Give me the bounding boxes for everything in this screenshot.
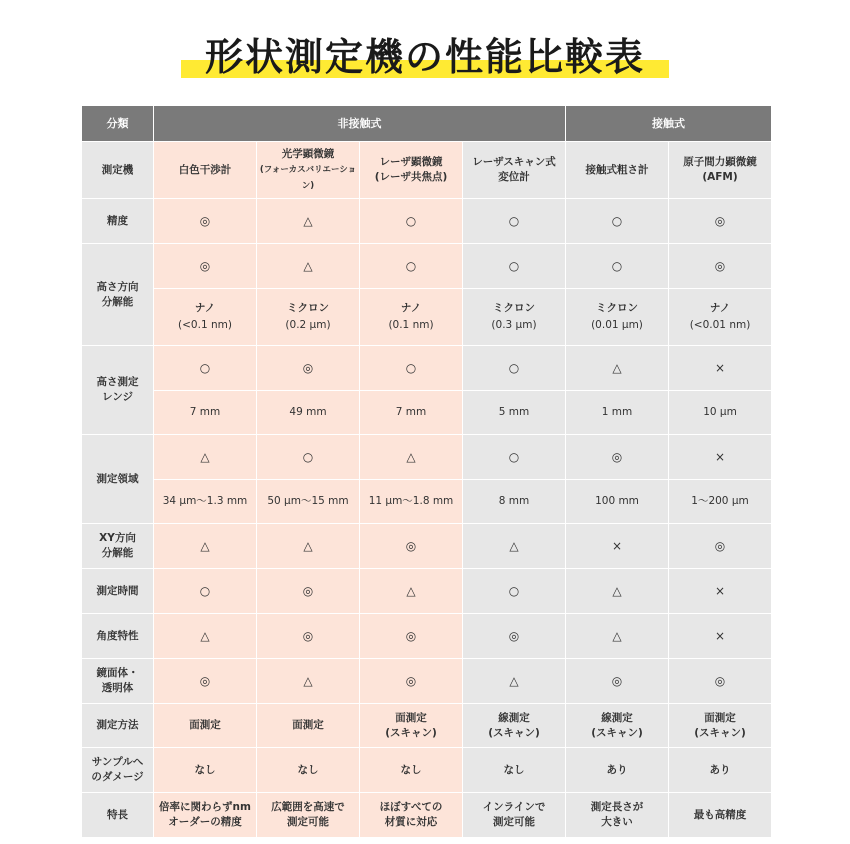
row-label <box>82 793 154 838</box>
row-label-text: のダメージ <box>91 771 144 783</box>
value-cell <box>360 391 463 435</box>
rating-cell <box>257 346 360 391</box>
double-circle-mark: ◎ <box>714 673 726 688</box>
row-label-text: 測定領域 <box>96 472 139 485</box>
value-text: 大きい <box>601 816 633 828</box>
value-text: (<0.01 nm) <box>689 319 751 331</box>
row-label-text: 分解能 <box>101 295 134 308</box>
value-text: 白色干渉計 <box>178 163 232 176</box>
value-cell <box>566 793 669 838</box>
value-cell <box>360 704 463 748</box>
value-text: 広範囲を高速で <box>271 801 345 813</box>
rating-cell <box>360 614 463 659</box>
value-text: なし <box>194 763 216 776</box>
precision-row <box>82 199 772 244</box>
row-label <box>82 346 154 435</box>
row-label-text: 角度特性 <box>96 629 139 642</box>
machine-row <box>82 142 772 199</box>
value-text: 接触式粗さ計 <box>585 163 649 176</box>
row-label-text: 特長 <box>107 808 128 821</box>
value-text: (フォーカスバリエーション) <box>259 164 357 191</box>
value-text: (0.3 μm) <box>491 319 537 331</box>
rating-cell <box>360 199 463 244</box>
value-text: 8 mm <box>498 495 530 507</box>
value-text: あり <box>709 763 731 776</box>
rating-cell <box>669 346 772 391</box>
row-label <box>82 199 154 244</box>
triangle-mark: △ <box>406 449 416 464</box>
cross-mark: × <box>714 360 726 375</box>
double-circle-mark: ◎ <box>611 673 623 688</box>
value-cell <box>566 480 669 524</box>
title-area <box>0 34 850 84</box>
rating-cell <box>463 569 566 614</box>
rating-cell <box>669 569 772 614</box>
rating-cell <box>463 199 566 244</box>
rating-cell <box>257 524 360 569</box>
value-text: 線測定 <box>601 711 633 724</box>
value-text: 倍率に関わらずnm <box>159 801 251 813</box>
value-cell <box>154 793 257 838</box>
value-text: ほぼすべての <box>379 801 443 813</box>
value-text: (レーザ共焦点) <box>374 171 448 183</box>
header-row <box>82 106 772 142</box>
circle-mark: ○ <box>199 360 211 375</box>
value-text: 面測定 <box>395 711 427 724</box>
row-label-text: 透明体 <box>101 682 134 694</box>
value-cell <box>463 142 566 199</box>
value-cell <box>257 289 360 346</box>
rating-cell <box>257 614 360 659</box>
double-circle-mark: ◎ <box>611 449 623 464</box>
value-cell <box>360 748 463 793</box>
value-cell <box>669 748 772 793</box>
value-text: 最も高精度 <box>693 808 747 821</box>
rating-cell <box>360 244 463 289</box>
rating-cell <box>154 524 257 569</box>
double-circle-mark: ◎ <box>714 538 726 553</box>
height-range-row <box>82 346 772 391</box>
double-circle-mark: ◎ <box>508 628 520 643</box>
value-cell <box>463 289 566 346</box>
feature-row <box>82 793 772 838</box>
mirror-row <box>82 659 772 704</box>
value-text: 10 μm <box>703 406 737 418</box>
rating-cell <box>257 244 360 289</box>
rating-cell <box>463 659 566 704</box>
value-text: 11 μm〜1.8 mm <box>368 495 454 507</box>
value-text: 面測定 <box>704 711 736 724</box>
row-label <box>82 659 154 704</box>
row-label <box>82 244 154 346</box>
value-text: 49 mm <box>289 406 327 418</box>
row-label-text: サンプルへ <box>91 756 144 768</box>
triangle-mark: △ <box>612 360 622 375</box>
rating-cell <box>257 569 360 614</box>
rating-cell <box>360 569 463 614</box>
cross-mark: × <box>714 583 726 598</box>
value-text: 34 μm〜1.3 mm <box>162 495 248 507</box>
value-cell <box>566 142 669 199</box>
triangle-mark: △ <box>509 673 519 688</box>
value-text: 線測定 <box>498 711 530 724</box>
angle-row <box>82 614 772 659</box>
value-text: (スキャン) <box>694 726 746 739</box>
triangle-mark: △ <box>303 258 313 273</box>
rating-cell <box>566 659 669 704</box>
rating-cell <box>257 435 360 480</box>
value-cell <box>154 142 257 199</box>
value-text: (0.2 μm) <box>285 319 331 331</box>
rating-cell <box>463 524 566 569</box>
value-cell <box>154 391 257 435</box>
value-text: (AFM) <box>702 171 738 183</box>
row-label-text: 精度 <box>107 214 128 227</box>
value-cell <box>463 704 566 748</box>
value-text: あり <box>606 763 628 776</box>
value-text: (スキャン) <box>385 726 437 739</box>
value-text: 50 μm〜15 mm <box>267 495 349 507</box>
triangle-mark: △ <box>303 538 313 553</box>
row-label <box>82 435 154 524</box>
circle-mark: ○ <box>508 583 520 598</box>
circle-mark: ○ <box>199 583 211 598</box>
rating-cell <box>360 435 463 480</box>
value-cell <box>257 793 360 838</box>
cross-mark: × <box>714 449 726 464</box>
circle-mark: ○ <box>508 213 520 228</box>
damage-row <box>82 748 772 793</box>
row-label <box>82 142 154 199</box>
value-cell <box>360 142 463 199</box>
value-cell <box>257 391 360 435</box>
rating-cell <box>257 199 360 244</box>
value-text: 光学顕微鏡 <box>281 147 335 160</box>
value-text: (0.1 nm) <box>388 319 434 331</box>
contact-header: 接触式 <box>566 106 772 142</box>
double-circle-mark: ◎ <box>302 583 314 598</box>
row-label-text: 高さ測定 <box>96 376 139 388</box>
value-cell <box>669 704 772 748</box>
height-range-values-row <box>82 391 772 435</box>
value-cell <box>154 704 257 748</box>
row-label-text: 高さ方向 <box>96 280 139 293</box>
rating-cell <box>154 569 257 614</box>
circle-mark: ○ <box>508 258 520 273</box>
value-text: レーザスキャン式 <box>472 156 556 168</box>
row-label-text: XY方向 <box>99 532 136 544</box>
double-circle-mark: ◎ <box>302 360 314 375</box>
non-contact-header: 非接触式 <box>154 106 566 142</box>
comparison-table <box>81 105 772 838</box>
value-cell <box>566 748 669 793</box>
row-label <box>82 524 154 569</box>
height-resolution-values-row <box>82 289 772 346</box>
value-cell <box>257 704 360 748</box>
row-label <box>82 704 154 748</box>
rating-cell <box>154 435 257 480</box>
triangle-mark: △ <box>200 538 210 553</box>
value-cell <box>154 289 257 346</box>
circle-mark: ○ <box>508 360 520 375</box>
value-cell <box>463 748 566 793</box>
rating-cell <box>669 244 772 289</box>
row-label <box>82 614 154 659</box>
rating-cell <box>463 614 566 659</box>
value-cell <box>360 793 463 838</box>
value-text: ミクロン <box>596 302 638 314</box>
rating-cell <box>463 435 566 480</box>
rating-cell <box>669 524 772 569</box>
rating-cell <box>566 435 669 480</box>
triangle-mark: △ <box>612 628 622 643</box>
value-text: なし <box>297 763 319 776</box>
circle-mark: ○ <box>405 360 417 375</box>
value-text: 原子間力顕微鏡 <box>683 156 757 168</box>
value-text: 7 mm <box>395 406 427 418</box>
value-cell <box>669 289 772 346</box>
value-text: (<0.1 nm) <box>178 319 232 331</box>
rating-cell <box>566 199 669 244</box>
value-text: (0.01 μm) <box>591 319 643 331</box>
value-text: 1〜200 μm <box>691 495 749 507</box>
row-label <box>82 748 154 793</box>
value-text: レーザ顕微鏡 <box>379 156 443 168</box>
rating-cell <box>669 659 772 704</box>
rating-cell <box>154 614 257 659</box>
triangle-mark: △ <box>509 538 519 553</box>
row-label-text: 分解能 <box>101 547 134 559</box>
value-cell <box>566 391 669 435</box>
value-text: 面測定 <box>292 719 324 731</box>
double-circle-mark: ◎ <box>405 628 417 643</box>
rating-cell <box>669 199 772 244</box>
value-cell <box>257 480 360 524</box>
rating-cell <box>257 659 360 704</box>
row-label-text: 測定方法 <box>96 719 139 731</box>
value-text: 測定可能 <box>493 816 535 828</box>
circle-mark: ○ <box>508 449 520 464</box>
value-cell <box>566 289 669 346</box>
double-circle-mark: ◎ <box>199 673 211 688</box>
value-text: 5 mm <box>498 406 530 418</box>
category-header: 分類 <box>82 106 154 142</box>
circle-mark: ○ <box>405 258 417 273</box>
rating-cell <box>566 614 669 659</box>
value-cell <box>669 142 772 199</box>
rating-cell <box>463 244 566 289</box>
value-text: 材質に対応 <box>384 816 438 828</box>
page-title: 形状測定機の性能比較表 <box>204 35 645 79</box>
method-row <box>82 704 772 748</box>
rating-cell <box>566 346 669 391</box>
value-text: (スキャン) <box>591 726 643 739</box>
rating-cell <box>669 435 772 480</box>
value-cell <box>566 704 669 748</box>
circle-mark: ○ <box>611 258 623 273</box>
time-row <box>82 569 772 614</box>
value-text: 1 mm <box>601 406 633 418</box>
rating-cell <box>154 346 257 391</box>
rating-cell <box>154 659 257 704</box>
circle-mark: ○ <box>405 213 417 228</box>
triangle-mark: △ <box>200 628 210 643</box>
rating-cell <box>154 199 257 244</box>
area-values-row <box>82 480 772 524</box>
triangle-mark: △ <box>303 673 313 688</box>
value-cell <box>257 142 360 199</box>
double-circle-mark: ◎ <box>405 673 417 688</box>
rating-cell <box>360 524 463 569</box>
value-text: インラインで <box>482 801 546 813</box>
double-circle-mark: ◎ <box>405 538 417 553</box>
rating-cell <box>566 244 669 289</box>
cross-mark: × <box>714 628 726 643</box>
triangle-mark: △ <box>200 449 210 464</box>
row-label-text: 測定時間 <box>96 584 139 597</box>
value-text: 7 mm <box>189 406 221 418</box>
value-cell <box>360 480 463 524</box>
triangle-mark: △ <box>612 583 622 598</box>
value-text: ナノ <box>194 302 216 314</box>
xy-resolution-row <box>82 524 772 569</box>
double-circle-mark: ◎ <box>714 258 726 273</box>
value-cell <box>154 480 257 524</box>
double-circle-mark: ◎ <box>199 213 211 228</box>
value-cell <box>463 793 566 838</box>
circle-mark: ○ <box>611 213 623 228</box>
value-text: 面測定 <box>189 719 221 731</box>
value-text: 変位計 <box>498 171 530 183</box>
triangle-mark: △ <box>303 213 313 228</box>
double-circle-mark: ◎ <box>302 628 314 643</box>
height-resolution-row <box>82 244 772 289</box>
value-cell <box>669 391 772 435</box>
value-cell <box>154 748 257 793</box>
value-text: ナノ <box>709 302 731 314</box>
row-label <box>82 569 154 614</box>
rating-cell <box>360 659 463 704</box>
triangle-mark: △ <box>406 583 416 598</box>
double-circle-mark: ◎ <box>714 213 726 228</box>
area-row <box>82 435 772 480</box>
value-cell <box>463 391 566 435</box>
double-circle-mark: ◎ <box>199 258 211 273</box>
value-text: ミクロン <box>493 302 535 314</box>
row-label-text: 測定機 <box>101 163 134 176</box>
rating-cell <box>360 346 463 391</box>
value-text: (スキャン) <box>488 726 540 739</box>
value-cell <box>360 289 463 346</box>
value-text: なし <box>503 763 525 776</box>
circle-mark: ○ <box>302 449 314 464</box>
row-label-text: レンジ <box>102 391 133 403</box>
value-text: 測定可能 <box>287 816 329 828</box>
value-text: オーダーの精度 <box>168 816 242 828</box>
row-label-text: 鏡面体・ <box>96 667 139 679</box>
value-text: なし <box>400 763 422 776</box>
value-text: 測定長さが <box>590 801 644 813</box>
value-cell <box>669 480 772 524</box>
value-text: ミクロン <box>287 302 329 314</box>
rating-cell <box>566 524 669 569</box>
value-cell <box>463 480 566 524</box>
value-cell <box>669 793 772 838</box>
cross-mark: × <box>611 538 623 553</box>
rating-cell <box>669 614 772 659</box>
value-cell <box>257 748 360 793</box>
rating-cell <box>566 569 669 614</box>
value-text: ナノ <box>400 302 422 314</box>
value-text: 100 mm <box>595 495 639 507</box>
rating-cell <box>463 346 566 391</box>
rating-cell <box>154 244 257 289</box>
